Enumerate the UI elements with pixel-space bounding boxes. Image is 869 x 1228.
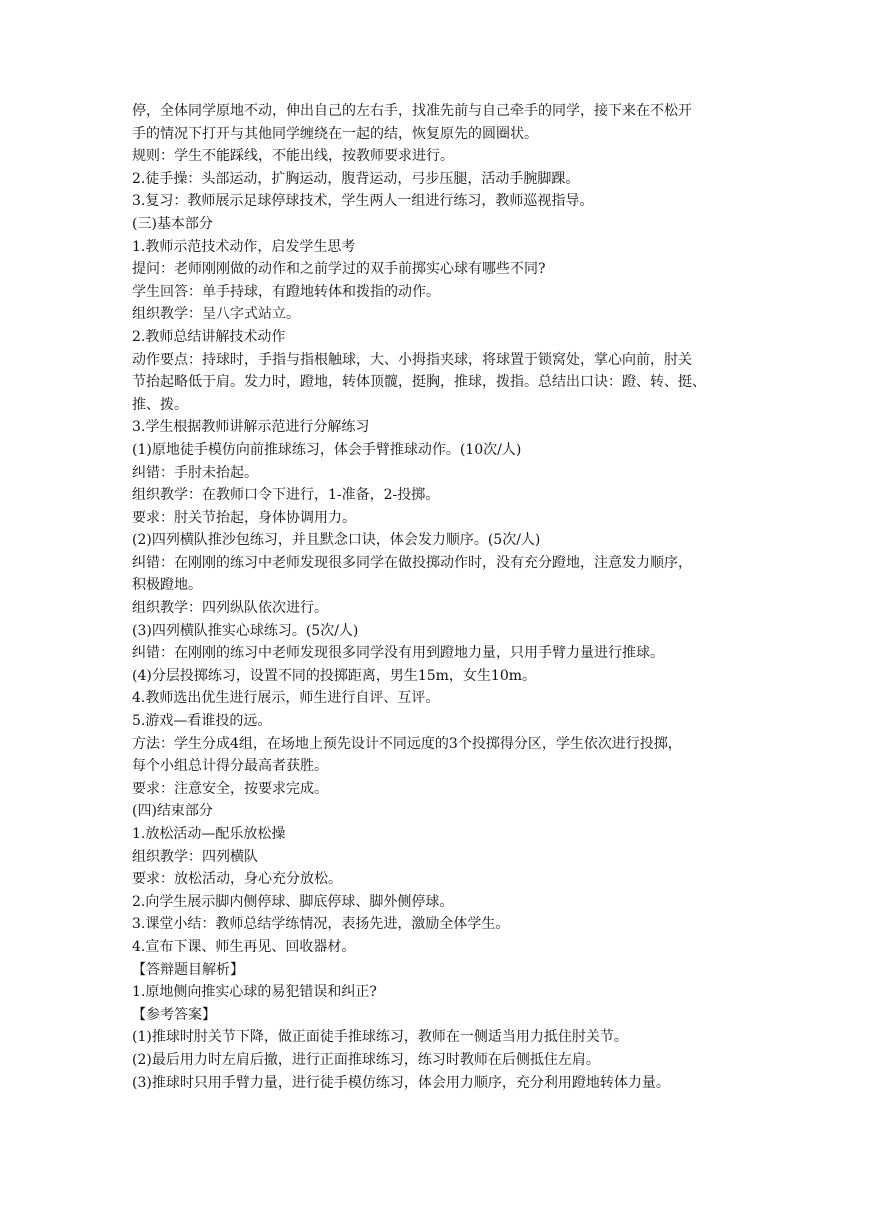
text-line: 组织教学：四列横队 <box>132 848 258 865</box>
section-heading: (三)基本部分 <box>132 215 213 232</box>
text-line: 2.向学生展示脚内侧停球、脚底停球、脚外侧停球。 <box>132 893 454 910</box>
document-page <box>132 100 742 1094</box>
answer-line: (2)最后用力时左肩后撤，进行正面推球练习，练习时教师在后侧抵住左肩。 <box>132 1051 600 1068</box>
section-heading: (四)结束部分 <box>132 803 213 820</box>
question-line: 1.原地侧向推实心球的易犯错误和纠正? <box>132 984 377 1001</box>
text-line: (2)四列横队推沙包练习，并且默念口诀，体会发力顺序。(5次/人) <box>132 532 541 549</box>
text-line: 纠错：手肘未抬起。 <box>132 464 258 481</box>
text-line: 手的情况下打开与其他同学缠绕在一起的结，恢复原先的圆圈状。 <box>132 125 538 142</box>
text-line: 要求：肘关节抬起，身体协调用力。 <box>132 509 356 526</box>
text-line: 组织教学：呈八字式站立。 <box>132 306 300 323</box>
text-line: 动作要点：持球时，手指与指根触球，大、小拇指夹球，将球置于锁窝处，掌心向前，肘关 <box>132 351 692 368</box>
text-line: 积极蹬地。 <box>132 577 202 594</box>
text-line: 组织教学：在教师口令下进行，1-准备，2-投掷。 <box>132 487 440 504</box>
text-line: 节抬起略低于肩。发力时，蹬地，转体顶髋，挺胸，推球，拨指。总结出口诀：蹬、转、挺、 <box>132 374 706 391</box>
text-line: 纠错：在刚刚的练习中老师发现很多同学在做投掷动作时，没有充分蹬地，注意发力顺序， <box>132 554 692 571</box>
text-line: 1.教师示范技术动作，启发学生思考 <box>132 238 356 255</box>
text-line: 3.复习：教师展示足球停球技术，学生两人一组进行练习，教师巡视指导。 <box>132 193 594 210</box>
text-line: 4.教师选出优生进行展示，师生进行自评、互评。 <box>132 690 440 707</box>
section-heading: 【答辩题目解析】 <box>132 961 244 978</box>
text-line: 3.课堂小结：教师总结学练情况，表扬先进，激励全体学生。 <box>132 916 510 933</box>
text-line: 3.学生根据教师讲解示范进行分解练习 <box>132 419 370 436</box>
text-line: 2.徒手操：头部运动，扩胸运动，腹背运动，弓步压腿，活动手腕脚踝。 <box>132 170 580 187</box>
answer-line: (1)推球时肘关节下降，做正面徒手推球练习，教师在一侧适当用力抵住肘关节。 <box>132 1029 628 1046</box>
text-line: 纠错：在刚刚的练习中老师发现很多同学没有用到蹬地力量，只用手臂力量进行推球。 <box>132 645 664 662</box>
text-line: 2.教师总结讲解技术动作 <box>132 328 286 345</box>
text-line: 推、拨。 <box>132 396 188 413</box>
text-line: (3)四列横队推实心球练习。(5次/人) <box>132 622 359 639</box>
text-line: 方法：学生分成4组，在场地上预先设计不同远度的3个投掷得分区，学生依次进行投掷， <box>132 735 682 752</box>
text-line: 学生回答：单手持球，有蹬地转体和拨指的动作。 <box>132 283 440 300</box>
text-line: 4.宣布下课、师生再见、回收器材。 <box>132 938 356 955</box>
text-line: 要求：放松活动，身心充分放松。 <box>132 871 342 888</box>
text-line: 提问：老师刚刚做的动作和之前学过的双手前掷实心球有哪些不同? <box>132 261 546 278</box>
text-line: 每个小组总计得分最高者获胜。 <box>132 758 328 775</box>
text-line: 要求：注意安全，按要求完成。 <box>132 780 328 797</box>
answer-line: (3)推球时只用手臂力量，进行徒手模仿练习，体会用力顺序，充分利用蹬地转体力量。 <box>132 1074 670 1091</box>
text-line: (1)原地徒手模仿向前推球练习，体会手臂推球动作。(10次/人) <box>132 441 522 458</box>
text-line: 停，全体同学原地不动，伸出自己的左右手，找准先前与自己牵手的同学，接下来在不松开 <box>132 103 692 119</box>
text-line: 组织教学：四列纵队依次进行。 <box>132 600 328 617</box>
section-heading: 【参考答案】 <box>132 1006 216 1023</box>
text-line: (4)分层投掷练习，设置不同的投掷距离，男生15m，女生10m。 <box>132 667 537 684</box>
text-line: 1.放松活动—配乐放松操 <box>132 826 286 842</box>
text-line: 5.游戏—看谁投的远。 <box>132 713 272 730</box>
text-line: 规则：学生不能踩线，不能出线，按教师要求进行。 <box>132 148 454 165</box>
